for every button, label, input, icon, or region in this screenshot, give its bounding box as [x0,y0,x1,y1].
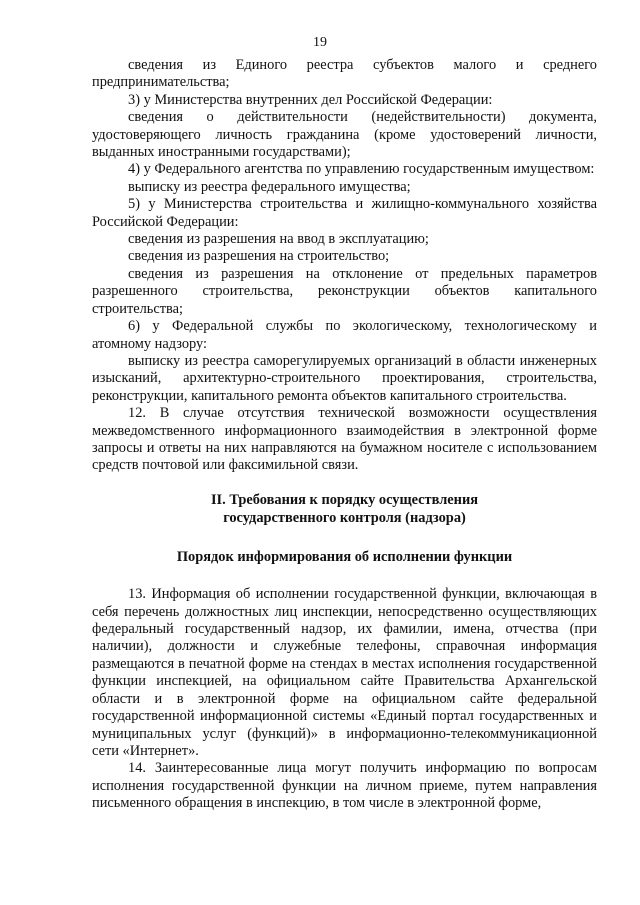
paragraph-12: 12. В случае отсутствия технической возможности осуществления межведомственного информационного взаимодействия в электронной форме запросы и ответы на них направляются на бумажном носителе с использованием средств почтовой или факсимильной связи. [92,405,597,474]
paragraph-property-agency-heading: 4) у Федерального агентства по управлению государственным имуществом: [128,161,595,178]
paragraph-construction-ministry-heading: 5) у Министерства строительства и жилищно-коммунального хозяйства Российской Федерации: [92,196,597,230]
paragraph-mvd-heading: 3) у Министерства внутренних дел Российской Федерации: [128,91,493,108]
paragraph-deviation-permit: сведения из разрешения на отклонение от предельных параметров разрешенного строительства, реконструкции объектов капитального строительства; [92,265,597,317]
paragraph-commissioning-permit: сведения из разрешения на ввод в эксплуатацию; [128,231,429,248]
paragraph-14: 14. Заинтересованные лица могут получить информацию по вопросам исполнения государственной функции на личном приеме, путем направления письменного обращения в инспекцию, в том числе в электронной форме, [92,760,597,812]
page-number: 19 [313,35,327,50]
paragraph-identity-document: сведения о действительности (недействительности) документа, удостоверяющего личность гражданина (кроме удостоверений личности, выданных иностранными государствами); [92,109,597,161]
document-body [92,57,597,813]
section-title-line-2: государственного контроля (надзора) [223,510,466,527]
subsection-title: Порядок информирования об исполнении функции [176,548,513,565]
paragraph-rostekhnadzor-heading: 6) у Федеральной службы по экологическому, технологическому и атомному надзору: [92,318,597,352]
paragraph-federal-property-registry: выписку из реестра федерального имущества; [128,178,411,195]
section-title-line-1: II. Требования к порядку осуществления [210,491,479,508]
paragraph-sro-registry: выписку из реестра саморегулируемых организаций в области инженерных изысканий, архитектурно-строительного проектирования, строительства, реконструкции, капитального ремонта объектов капитального строительства. [92,352,597,404]
paragraph-construction-permit: сведения из разрешения на строительство; [128,248,390,265]
paragraph-13: 13. Информация об исполнении государственной функции, включающая в себя перечень должностных лиц инспекции, непосредственно осуществляющих федеральный государственный надзор, их фамилии, имена, отчества (при наличии), должности и служебные телефоны, справочная информация размещаются в печатной форме на стендах в местах исполнения государственной функции инспекцией, на официальном сайте Правительства Архангельской области и в электронной форме на официальном сайте федеральной государственной информационной системы «Единый портал государственных и муниципальных услуг (функций)» в информационно-телекоммуникационной сети «Интернет». [92,586,597,759]
paragraph-smsp-registry: сведения из Единого реестра субъектов малого и среднего предпринимательства; [92,57,597,91]
